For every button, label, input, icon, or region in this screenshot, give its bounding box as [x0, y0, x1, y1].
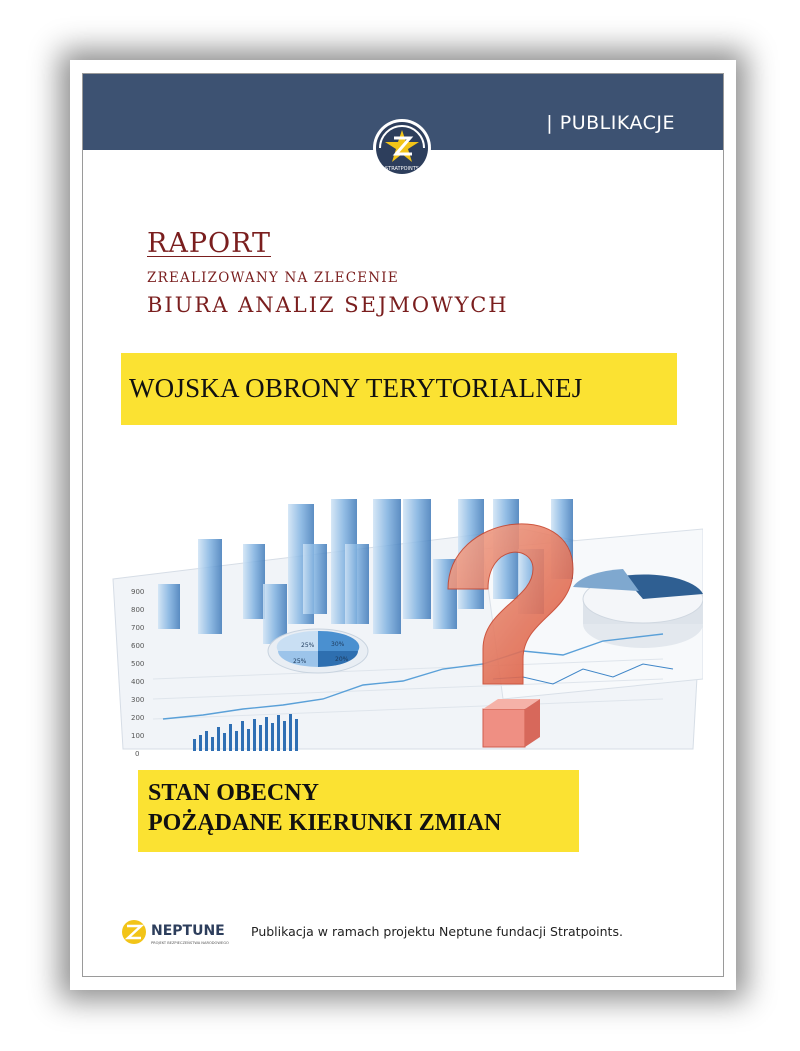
tick-label: 400: [131, 678, 145, 686]
pie-label: 20%: [335, 656, 349, 663]
publications-label: | PUBLIKACJE: [546, 112, 675, 134]
tick-label: 700: [131, 624, 145, 632]
neptune-tagline: PROJEKT BEZPIECZEŃSTWA NARODOWEGO: [151, 941, 229, 945]
neptune-name: NEPTUNE: [151, 923, 225, 939]
subtitle-line2: POŻĄDANE KIERUNKI ZMIAN: [148, 810, 502, 836]
tick-label: 100: [131, 732, 145, 740]
logo-text: STRATPOINTS: [385, 166, 419, 172]
tick-label: 500: [131, 660, 145, 668]
tick-label: 600: [131, 642, 145, 650]
subtitle-banner: [138, 770, 579, 852]
tick-label: 0: [135, 750, 140, 758]
pie-label: 25%: [293, 658, 307, 665]
pie-label: 25%: [301, 642, 315, 649]
subtitle-line1: STAN OBECNY: [148, 780, 319, 806]
tick-label: 200: [131, 714, 145, 722]
footer-text: Publikacja w ramach projektu Neptune fundacji Stratpoints.: [251, 924, 623, 939]
neptune-logo-icon: [121, 917, 241, 951]
tick-label: 900: [131, 588, 145, 596]
main-title: WOJSKA OBRONY TERYTORIALNEJ: [129, 373, 583, 403]
title-banner: [121, 353, 677, 425]
commissioned-label: ZREALIZOWANY NA ZLECENIE: [147, 270, 399, 286]
report-label: RAPORT: [147, 228, 271, 259]
pie-label: 30%: [331, 641, 345, 648]
commissioner-label: BIURA ANALIZ SEJMOWYCH: [147, 293, 509, 317]
tick-label: 800: [131, 606, 145, 614]
tick-label: 300: [131, 696, 145, 704]
stratpoints-logo-icon: [372, 118, 432, 178]
report-cover: [82, 73, 724, 977]
chart-illustration: [103, 419, 703, 759]
